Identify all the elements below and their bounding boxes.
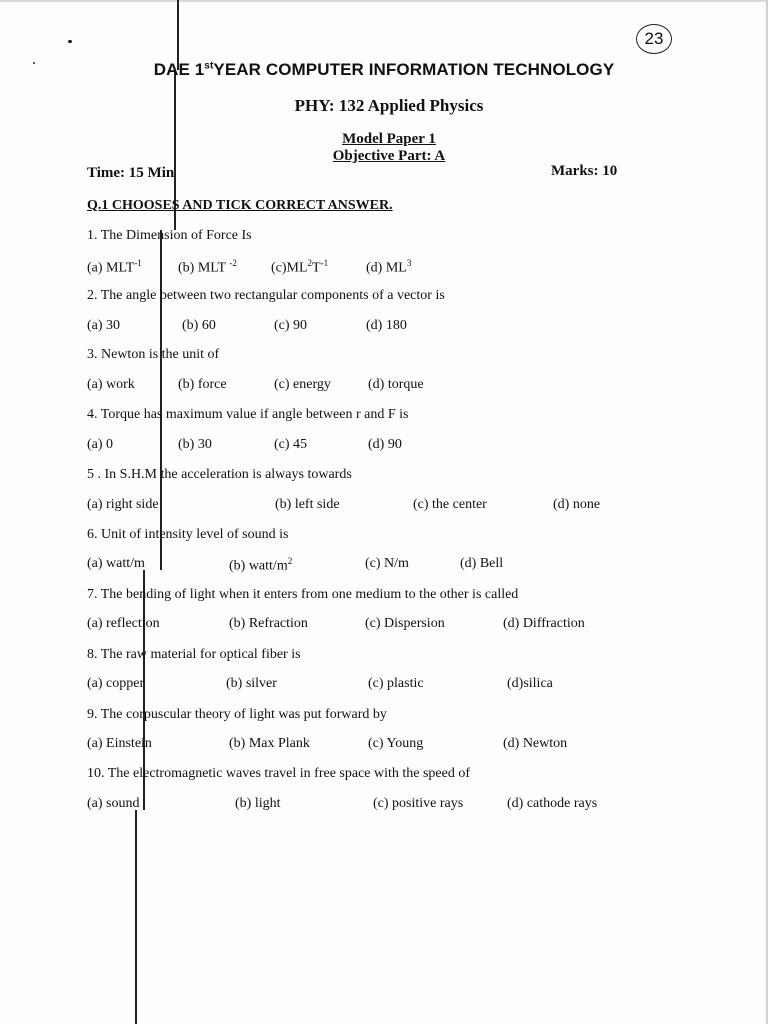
question-5-option-d[interactable] (553, 497, 600, 513)
question-5-option-b[interactable] (275, 497, 340, 513)
option-text: (d) Bell (460, 556, 504, 571)
question-4-option-d[interactable] (368, 437, 402, 453)
title-rest: YEAR COMPUTER INFORMATION TECHNOLOGY (213, 60, 615, 79)
option-text: (a) watt/m (87, 556, 145, 571)
option-text: (a) 30 (87, 318, 121, 333)
option-text: (c) Young (368, 736, 424, 751)
question-9-option-b[interactable] (229, 736, 310, 752)
question-3-option-c[interactable] (274, 377, 331, 393)
question-9-option-c[interactable] (368, 736, 423, 752)
option-text: (d) 180 (366, 318, 407, 333)
option-text: (b) Max Plank (229, 736, 310, 751)
option-text: (c) the center (413, 497, 487, 512)
title-prefix: DAE 1 (153, 60, 205, 79)
option-text: (c) 90 (274, 318, 308, 333)
question-3-option-b[interactable] (178, 377, 227, 393)
option-text: (a) copper (87, 676, 145, 691)
objective-part-label: Objective Part: A (332, 148, 446, 164)
question-9-option-a[interactable] (87, 736, 152, 752)
question-7-option-a[interactable] (87, 616, 160, 632)
question-1-option-a[interactable] (87, 258, 142, 277)
option-text: (a) 0 (87, 437, 114, 452)
option-text: (d) Diffraction (503, 616, 585, 631)
question-2-option-a[interactable] (87, 318, 120, 334)
option-superscript: -2 (229, 258, 237, 268)
question-4-option-c[interactable] (274, 437, 307, 453)
option-superscript: -1 (320, 258, 329, 268)
model-paper-label: Model Paper 1 (342, 131, 436, 147)
fold-line-bottom (135, 810, 137, 1024)
option-text: (a) reflection (87, 616, 160, 631)
scan-speck (68, 40, 72, 43)
question-9-text: 9. The corpuscular theory of light was put forward by (87, 707, 387, 722)
option-text: (a) Einstein (87, 736, 152, 751)
option-text: (a) work (87, 377, 135, 392)
question-6-text: 6. Unit of intensity level of sound is (87, 527, 289, 542)
question-6-option-a[interactable] (87, 556, 145, 572)
question-9-option-d[interactable] (503, 736, 567, 752)
question-7-option-d[interactable] (503, 616, 585, 632)
question-2-text: 2. The angle between two rectangular components of a vector is (87, 288, 445, 303)
marks-label: Marks: 10 (551, 163, 618, 179)
option-text: (c) Dispersion (365, 616, 445, 631)
question-2-option-b[interactable] (182, 318, 216, 334)
option-text: (a) MLT (87, 260, 135, 276)
option-text: (b) silver (226, 676, 277, 691)
page-edge-top (0, 0, 768, 2)
option-text: (c) positive rays (373, 796, 464, 811)
question-10-option-c[interactable] (373, 796, 463, 812)
question-1-text: 1. The Dimension of Force Is (87, 228, 252, 243)
question-8-option-b[interactable] (226, 676, 277, 692)
instruction-heading: Q.1 CHOOSES AND TICK CORRECT ANSWER. (87, 198, 393, 213)
question-10-option-d[interactable] (507, 796, 597, 812)
option-superscript: 2 (307, 258, 313, 268)
question-5-option-a[interactable] (87, 497, 159, 513)
question-1-option-d[interactable] (366, 258, 411, 277)
option-text-continued: T (312, 260, 321, 276)
option-text: (b) 30 (178, 437, 212, 452)
question-2-option-c[interactable] (274, 318, 307, 334)
question-5-text: 5 . In S.H.M the acceleration is always towards (87, 467, 352, 482)
option-text: (b) watt/m (229, 558, 288, 574)
question-1-option-c[interactable] (271, 258, 328, 277)
question-4-option-b[interactable] (178, 437, 212, 453)
question-4-option-a[interactable] (87, 437, 113, 453)
option-text: (c) N/m (365, 556, 409, 571)
question-8-option-a[interactable] (87, 676, 144, 692)
option-text: (c) plastic (368, 676, 424, 691)
option-text: (d) cathode rays (507, 796, 598, 811)
option-text: (b) Refraction (229, 616, 308, 631)
question-7-option-c[interactable] (365, 616, 445, 632)
question-4-text: 4. Torque has maximum value if angle between r and F is (87, 407, 409, 422)
option-text: (a) sound (87, 796, 140, 811)
option-text: (b) left side (275, 497, 340, 512)
question-10-option-a[interactable] (87, 796, 140, 812)
option-text: (a) right side (87, 497, 159, 512)
question-3-option-a[interactable] (87, 377, 135, 393)
question-1-option-b[interactable] (178, 258, 237, 277)
time-label: Time: 15 Min (87, 165, 175, 181)
option-text: (b) force (178, 377, 227, 392)
title-superscript: st (204, 60, 214, 72)
option-text: (c)ML (271, 260, 308, 276)
option-text: (b) 60 (182, 318, 216, 333)
question-6-option-c[interactable] (365, 556, 409, 572)
option-superscript: -1 (134, 258, 142, 268)
option-text: (d) none (553, 497, 601, 512)
question-10-text: 10. The electromagnetic waves travel in free space with the speed of (87, 766, 471, 781)
option-superscript: 2 (287, 556, 293, 566)
question-7-text: 7. The bending of light when it enters from one medium to the other is called (87, 587, 519, 602)
question-5-option-c[interactable] (413, 497, 487, 513)
option-superscript: 3 (406, 258, 412, 268)
question-2-option-d[interactable] (366, 318, 407, 334)
option-text: (d)silica (507, 676, 553, 691)
question-7-option-b[interactable] (229, 616, 308, 632)
page-number-circle: 23 (636, 24, 672, 54)
fold-line-middle (160, 230, 162, 570)
option-text: (b) light (235, 796, 281, 811)
option-text: (d) 90 (368, 437, 402, 452)
option-text: (b) MLT (178, 260, 230, 276)
question-8-option-c[interactable] (368, 676, 424, 692)
subject-title: PHY: 132 Applied Physics (294, 96, 484, 115)
question-6-option-d[interactable] (460, 556, 503, 572)
question-8-text: 8. The raw material for optical fiber is (87, 647, 301, 662)
option-text: (d) ML (366, 260, 407, 276)
question-3-option-d[interactable] (368, 377, 424, 393)
option-text: (c) 45 (274, 437, 308, 452)
question-10-option-b[interactable] (235, 796, 281, 812)
option-text: (d) Newton (503, 736, 568, 751)
question-6-option-b[interactable] (229, 556, 292, 575)
question-3-text: 3. Newton is the unit of (87, 347, 220, 362)
option-text: (c) energy (274, 377, 331, 392)
option-text: (d) torque (368, 377, 424, 392)
question-8-option-d[interactable] (507, 676, 553, 692)
exam-title (0, 60, 768, 80)
